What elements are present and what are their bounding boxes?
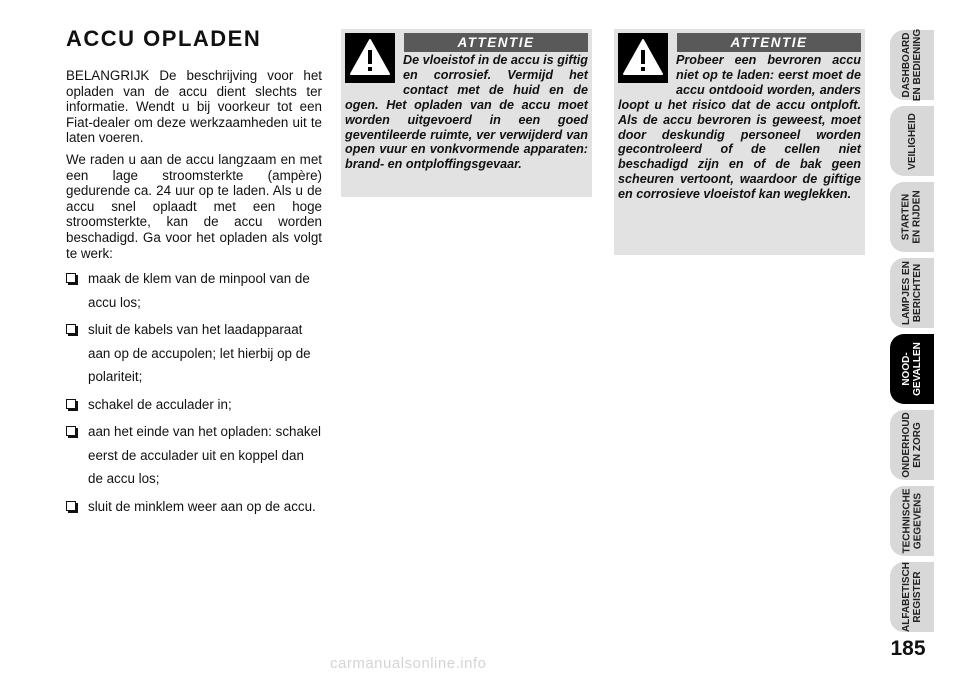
warning-label: ATTENTIE: [404, 33, 588, 52]
checkbox-bullet-icon: [66, 324, 76, 334]
tab-label: STARTEN EN RIJDEN: [901, 190, 924, 244]
step-text: aan het einde van het opladen: schakel eerst de acculader uit en koppel dan de accu los;: [88, 424, 322, 487]
warning-label: ATTENTIE: [677, 33, 861, 52]
tab-label: DASHBOARD EN BEDIENING: [901, 28, 924, 102]
list-item: [66, 393, 322, 417]
tab-starten[interactable]: [890, 182, 934, 252]
intro-paragraph: We raden u aan de accu langzaam en met een lage stroomsterkte (ampère) gedurende ca. 24 uur op te laden. Als u de accu snel oplaadt met een hoge stroomsterkte, kan de accu worden beschadigd. Ga voor het opladen als volgt te werk:: [66, 151, 322, 261]
warning-box: [341, 29, 592, 197]
intro-paragraph: BELANGRIJK De beschrijving voor het opladen van de accu dient slechts ter informatie. Wendt u bij voorkeur tot een Fiat-dealer om deze werkzaamheden uit te laten voeren.: [66, 68, 322, 146]
tab-lampjes[interactable]: [890, 258, 934, 328]
page-number: 185: [890, 637, 926, 660]
tab-label: VEILIGHEID: [906, 112, 918, 170]
list-item: [66, 318, 322, 389]
warning-text: Probeer een bevroren accu niet op te laden: eerst moet de accu ontdooid worden, anders loopt u het risico dat de accu ontploft. Als de accu bevroren is geweest, moet door deskundig personeel worden gecontroleerd of de cellen niet beschadigd zijn en of de bak geen scheuren vertoont, waardoor de giftige en corrosieve vloeistof kan weglekken.: [618, 53, 861, 202]
tab-label: ONDERHOUD EN ZORG: [901, 412, 923, 478]
tab-label: TECHNISCHE GEGEVENS: [901, 488, 924, 554]
list-item: [66, 267, 322, 314]
tab-alfabetisch-register[interactable]: [890, 562, 934, 632]
tab-noodgevallen[interactable]: [890, 334, 934, 404]
step-text: schakel de acculader in;: [88, 396, 232, 412]
tab-veiligheid[interactable]: [890, 106, 934, 176]
page-title: ACCU OPLADEN: [66, 26, 262, 51]
tab-onderhoud[interactable]: [890, 410, 934, 480]
list-item: [66, 420, 322, 491]
tab-label: LAMPJES EN BERICHTEN: [901, 261, 923, 325]
step-text: sluit de kabels van het laadapparaat aan op de accupolen; let hierbij op de polariteit;: [88, 322, 311, 385]
step-text: maak de klem van de minpool van de accu los;: [88, 271, 310, 310]
watermark: carmanualsonline.info: [330, 655, 487, 672]
tab-label: ALFABETISCH REGISTER: [901, 562, 923, 632]
list-item: [66, 495, 322, 519]
warning-triangle-icon: [345, 33, 395, 83]
checkbox-bullet-icon: [66, 501, 76, 511]
warning-text: De vloeistof in de accu is giftig en corrosief. Vermijd het contact met de huid en de ogen. Het opladen van de accu moet worden uitgevoerd in een goed geventileerde ruimte, ver verwijderd van open vuur en vonkvormende apparaten: brand- en ontploffingsgevaar.: [345, 53, 588, 172]
checkbox-bullet-icon: [66, 399, 76, 409]
step-text: sluit de minklem weer aan op de accu.: [88, 498, 316, 514]
main-text-column: [66, 68, 322, 522]
tab-dashboard[interactable]: [890, 30, 934, 100]
tab-technische-gegevens[interactable]: [890, 486, 934, 556]
tab-label: NOOD- GEVALLEN: [901, 342, 923, 396]
checkbox-bullet-icon: [66, 273, 76, 283]
warning-triangle-icon: [618, 33, 668, 83]
steps-list: [66, 267, 322, 518]
warning-box: [614, 29, 865, 255]
checkbox-bullet-icon: [66, 426, 76, 436]
